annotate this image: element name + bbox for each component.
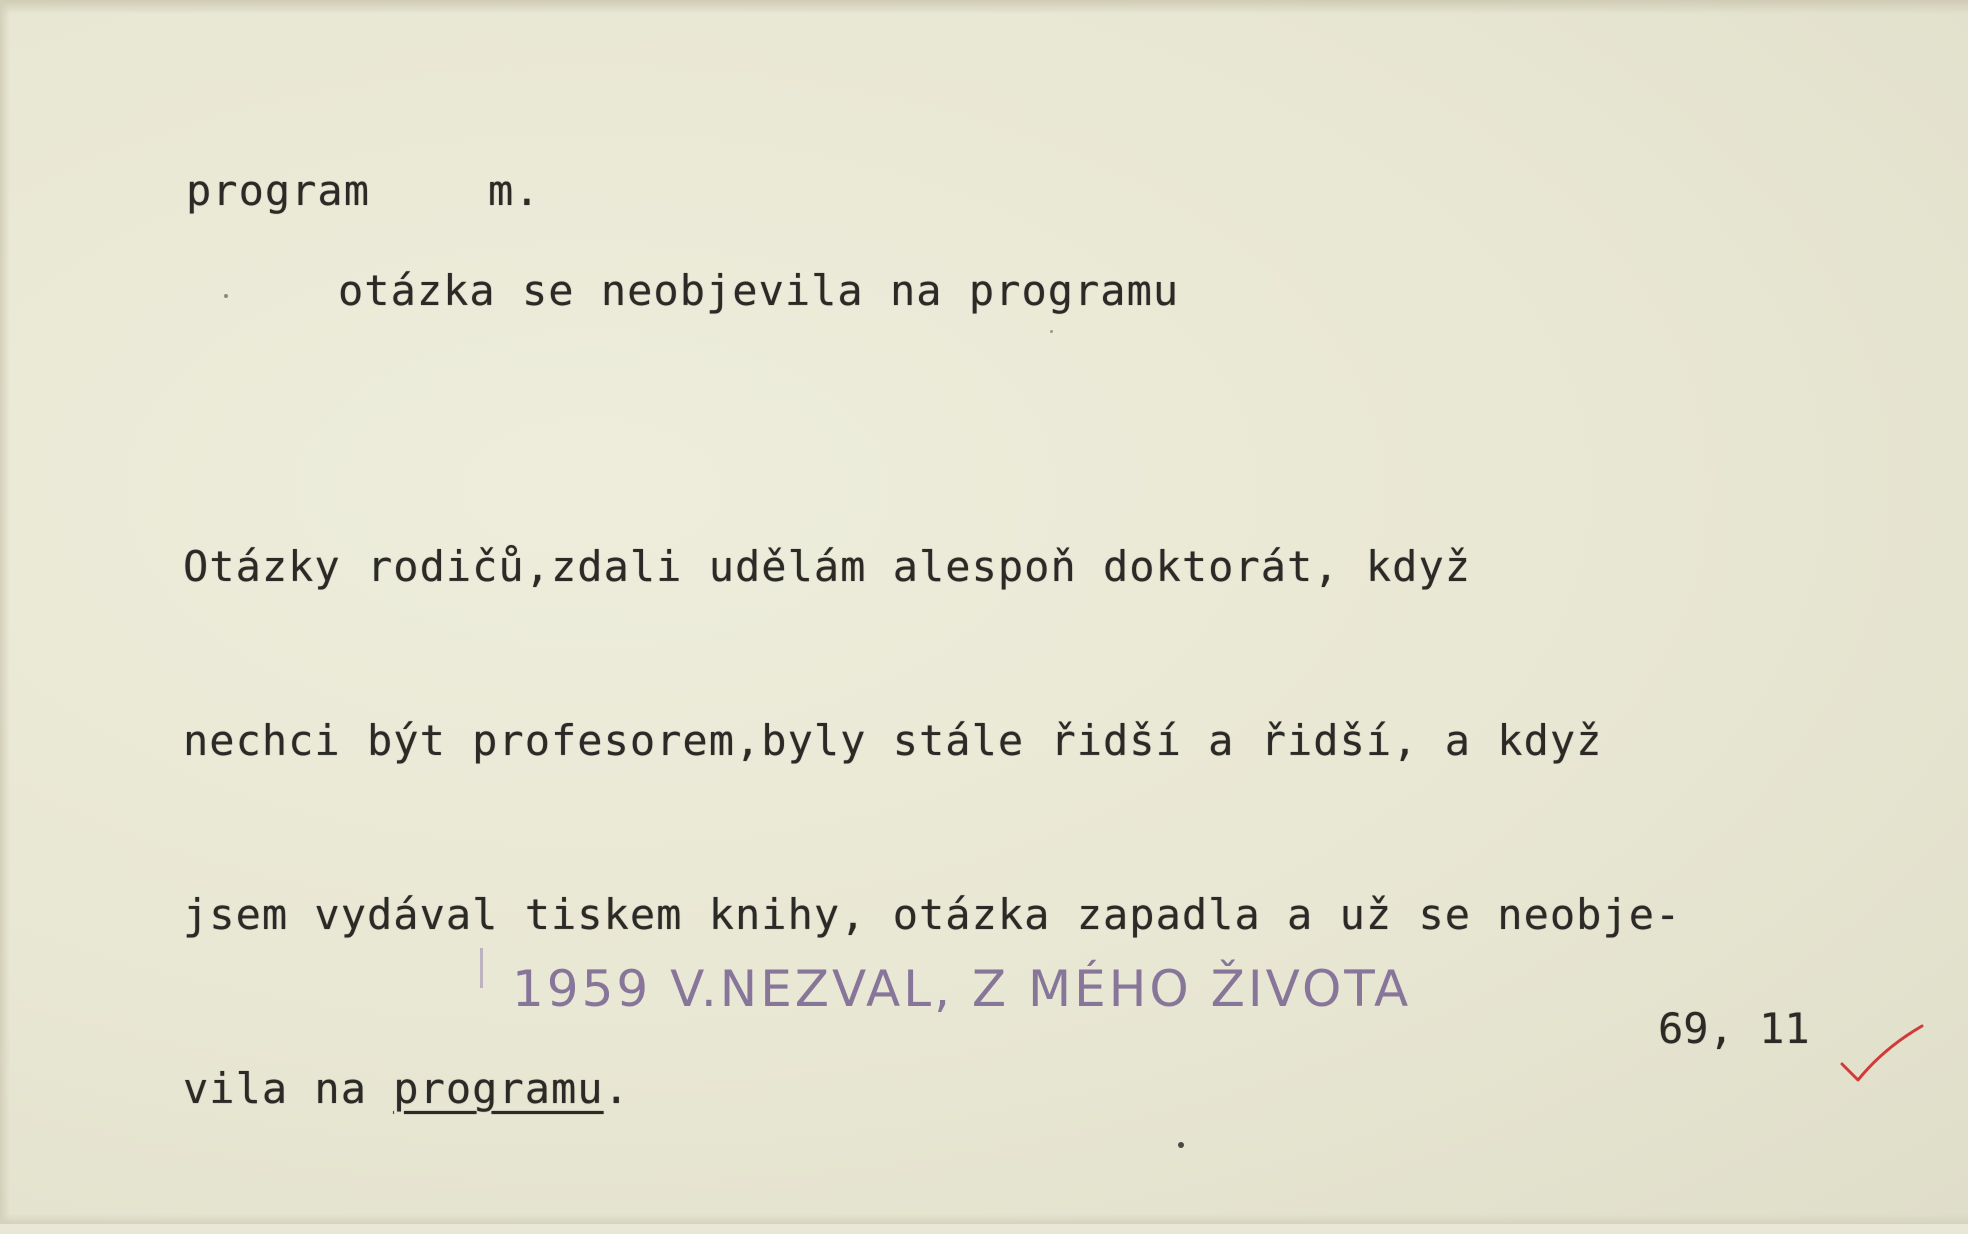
- quotation-text: vila na: [183, 1064, 394, 1113]
- grammatical-gender: m.: [488, 166, 541, 215]
- source-stamp: 1959 V.NEZVAL, Z MÉHO ŽIVOTA: [512, 960, 1412, 1018]
- page-reference: 69, 11: [1658, 1004, 1810, 1053]
- ink-speck: [1050, 330, 1053, 333]
- headword: program: [186, 166, 371, 215]
- ink-speck: [1178, 1142, 1184, 1148]
- quotation-line-last: [183, 1060, 1681, 1118]
- quotation-line: Otázky rodičů,zdali udělám alespoň doktorát, když: [183, 542, 1472, 591]
- ink-speck: [224, 294, 228, 298]
- quotation-end: .: [603, 1064, 630, 1113]
- underlined-headword: programu: [393, 1064, 604, 1113]
- quotation: [183, 422, 1681, 1234]
- quotation-line: jsem vydával tiskem knihy, otázka zapadla a už se neobje-: [183, 890, 1682, 939]
- card-top-edge: [0, 0, 1968, 14]
- definition-phrase: otázka se neobjevila na programu: [338, 266, 1180, 315]
- quotation-line: nechci být profesorem,byly stále řidší a řidší, a když: [183, 716, 1603, 765]
- stamp-mark: [480, 948, 483, 988]
- card-left-edge: [0, 0, 10, 1224]
- check-mark-icon: [1838, 1020, 1928, 1090]
